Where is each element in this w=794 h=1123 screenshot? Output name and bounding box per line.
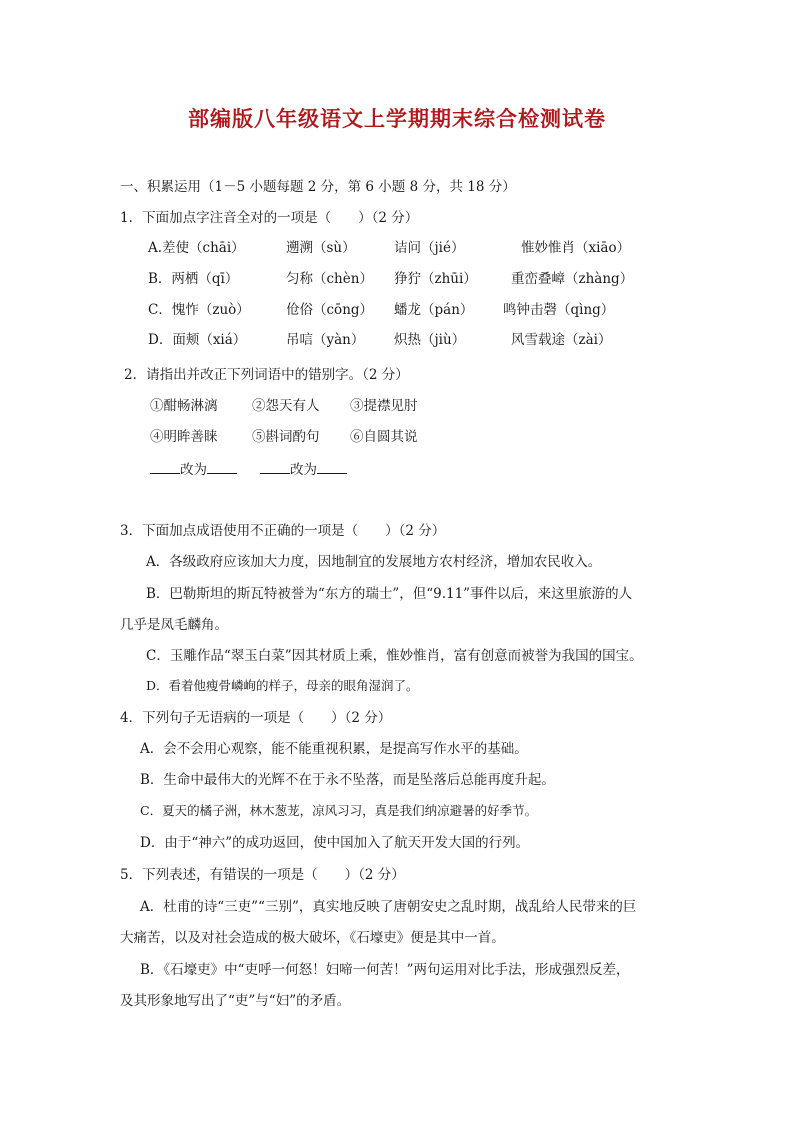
q4-stem: 4．下列句子无语病的一项是（ ）（2 分） [120,710,392,726]
q2-word-3: ③提襟见肘 [350,398,418,414]
q1-d-item-3: 炽热（jiù） [394,332,466,348]
q1-b-item-2: 匀称（chèn） [286,271,373,287]
q4-option-a: A．会不会用心观察，能不能重视积累，是提高写作水平的基础。 [140,741,528,757]
q2-answer-1 [150,460,237,479]
answer-blank[interactable] [207,460,237,474]
q1-b-item-1: B．两栖（qī） [148,271,239,287]
q1-c-item-3: 蟠龙（pán） [394,302,474,318]
q2-word-5: ⑤斟词酌句 [252,429,320,445]
q5-option-a-line1: A．杜甫的诗“三吏”“三别”，真实地反映了唐朝安史之乱时期，战乱给人民带来的巨 [140,899,637,915]
q1-c-item-4: 鸣钟击磬（qìng） [503,302,615,318]
change-label: 改为 [290,462,317,478]
q5-option-b-line2: 及其形象地写出了“吏”与“妇”的矛盾。 [120,993,351,1009]
q1-c-item-2: 伧俗（cōng） [286,302,374,318]
q4-option-c: C．夏天的橘子洲，林木葱茏，凉风习习，真是我们纳凉避暑的好季节。 [140,803,538,818]
answer-blank[interactable] [260,460,290,474]
q1-a-item-3: 诘问（jié） [394,240,465,256]
q1-stem: 1．下面加点字注音全对的一项是（ ）（2 分） [120,210,419,226]
q3-option-c: C．玉雕作品“翠玉白菜”因其材质上乘，惟妙惟肖，富有创意而被誉为我国的国宝。 [146,648,643,664]
q1-b-item-3: 狰狞（zhūi） [394,271,477,287]
q1-a-item-1: A.差使（chāi） [148,240,245,256]
q1-d-item-4: 风雪载途（zài） [511,332,612,348]
q2-word-2: ②怨天有人 [252,398,320,414]
answer-blank[interactable] [317,460,347,474]
change-label: 改为 [180,462,207,478]
q5-option-a-line2: 大痛苦，以及对社会造成的极大破坏，《石壕吏》便是其中一首。 [120,930,505,946]
q1-b-item-4: 重峦叠嶂（zhàng） [511,271,634,287]
q1-a-item-4: 惟妙惟肖（xiāo） [521,240,631,256]
q5-option-b-line1: B．《石壕吏》中“吏呼一何怒！妇啼一何苦！”两句运用对比手法，形成强烈反差， [140,962,630,978]
q1-d-item-2: 吊唁（yàn） [286,332,365,348]
q1-c-item-1: C．愧怍（zuò） [148,302,250,318]
q2-answer-2 [260,460,347,479]
q3-stem: 3．下面加点成语使用不正确的一项是（ ）（2 分） [120,523,446,539]
q2-word-4: ④明眸善睐 [150,429,218,445]
q3-option-a: A．各级政府应该加大力度，因地制宜的发展地方农村经济，增加农民收入。 [146,554,602,570]
q1-a-item-2: 遡溯（sù） [286,240,356,256]
answer-blank[interactable] [150,460,180,474]
q2-stem: 2．请指出并改正下列词语中的错别字。（2 分） [124,367,409,383]
q3-option-d: D．看着他瘦骨嶙峋的样子，母亲的眼角湿润了。 [146,678,419,693]
q1-d-item-1: D．面颊（xiá） [148,332,247,348]
q4-option-d: D．由于“神六”的成功返回，使中国加入了航天开发大国的行列。 [140,835,530,851]
q2-word-6: ⑥自圆其说 [350,429,418,445]
page-title: 部编版八年级语文上学期期末综合检测试卷 [188,107,606,131]
q4-option-b: B．生命中最伟大的光辉不在于永不坠落，而是坠落后总能再度升起。 [140,772,555,788]
q3-option-b-line1: B．巴勒斯坦的斯瓦特被誉为“东方的瑞士”，但“9.11”事件以后，来这里旅游的人 [146,586,633,602]
q3-option-b-line2: 几乎是凤毛麟角。 [120,617,228,633]
q5-stem: 5．下列表述，有错误的一项是（ ）（2 分） [120,867,405,883]
section-heading: 一、积累运用（1－5 小题每题 2 分，第 6 小题 8 分，共 18 分） [120,179,516,195]
q2-word-1: ①酣畅淋漓 [150,398,218,414]
